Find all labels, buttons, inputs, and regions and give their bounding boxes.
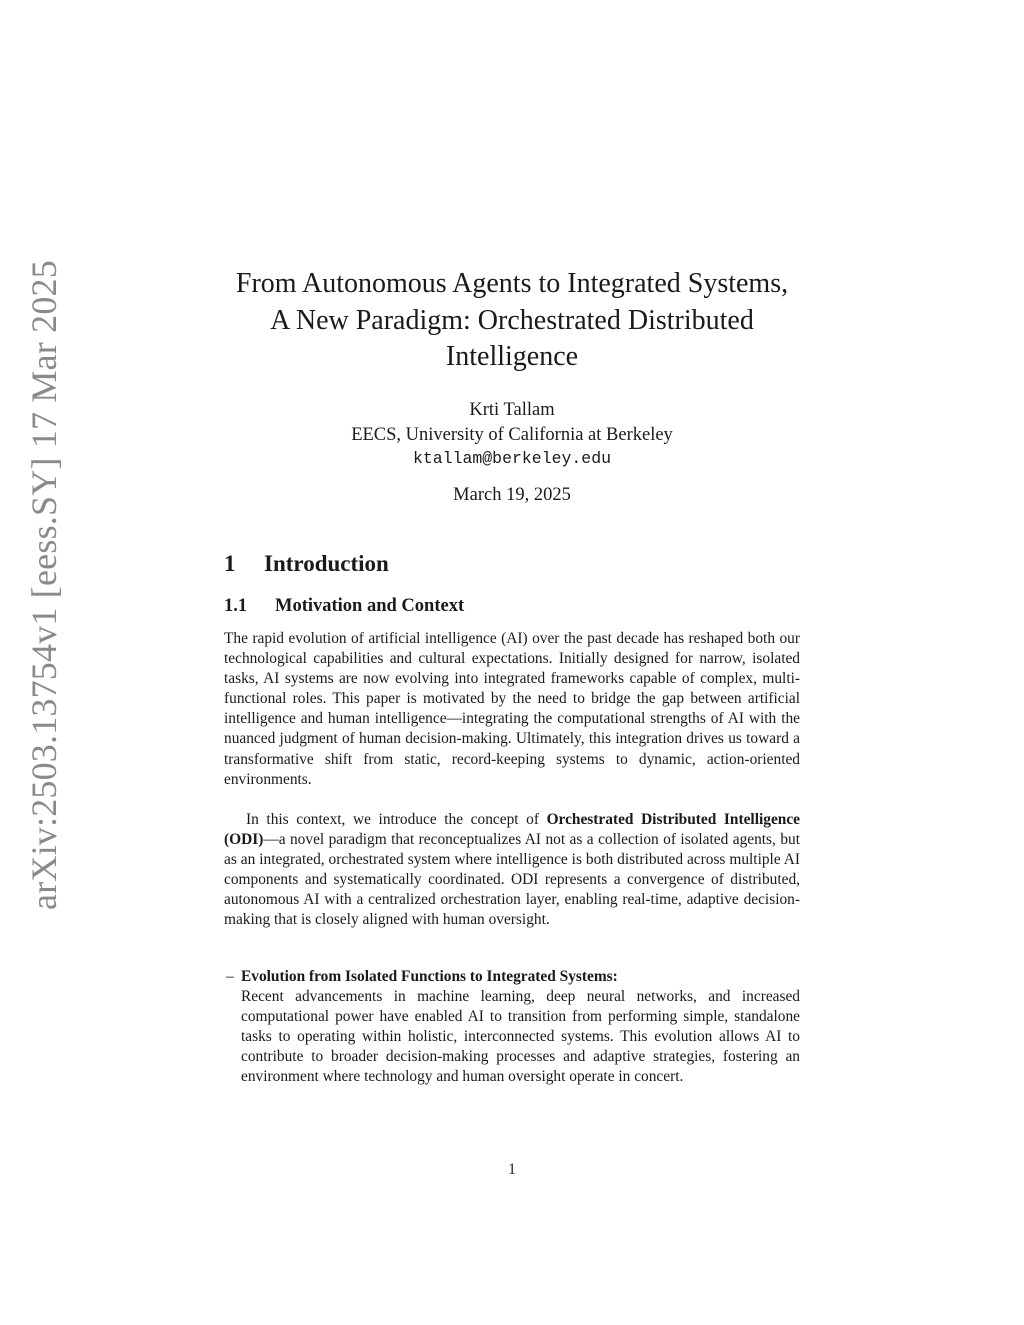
author-email: ktallam@berkeley.edu [412,449,612,468]
paragraph-odi-intro-rest: —a novel paradigm that reconceptualizes AI not as a collection of isolated agents, but as an integrated, orchestrated system where intelligence is both distributed across multiple AI components and systematically coordinated. ODI represents a convergence of distributed, autonomous AI with a centralized orchestration layer, enabling real-time, adaptive decision-making that is closely aligned with human oversight. [224,831,800,929]
subsection-heading [224,596,464,617]
section-title: Introduction [264,551,389,576]
title-line-3: Intelligence [445,341,579,372]
author-affiliation: EECS, University of California at Berkeley [351,424,673,445]
page-number: 1 [508,1161,516,1178]
paragraph-odi-intro-lead: In this context, we introduce the concept of [246,811,547,828]
author-name: Krti Tallam [469,400,555,420]
bullet-content [241,967,800,1088]
paragraph-odi-intro [224,810,800,931]
bullet-dash: – [226,968,234,985]
subsection-title: Motivation and Context [275,596,465,616]
paper-date: March 19, 2025 [453,485,571,505]
bullet-title: Evolution from Isolated Functions to Integrated Systems: [241,968,618,985]
subsection-number: 1.1 [224,596,248,616]
title-line-2: A New Paradigm: Orchestrated Distributed [270,304,754,336]
author-block [224,398,800,472]
title-line-1: From Autonomous Agents to Integrated Systems, [235,268,789,299]
bullet-item [224,967,800,1088]
section-number: 1 [224,551,236,576]
paragraph-motivation: The rapid evolution of artificial intelligence (AI) over the past decade has reshaped both our technological capabilities and cultural expectations. Initially designed for narrow, isolated tasks, AI systems are now evolving into integrated frameworks capable of complex, multi-functional roles. This paper is motivated by the need to bridge the gap between artificial intelligence and human intelligence—integrating the computational strengths of AI with the nuanced judgment of human decision-making. Ultimately, this integration drives us toward a transformative shift from static, record-keeping systems to dynamic, action-oriented environments. [224,630,800,788]
odi-term: Orchestrated Distributed Intelligence (ODI) [224,811,800,849]
bullet-text: Recent advancements in machine learning, deep neural networks, and increased computational power have enabled AI to transition from performing simple, standalone tasks to operating within holistic, interconnected systems. This evolution allows AI to contribute to broader decision-making processes and adaptive strategies, fostering an environment where technology and human oversight operate in concert. [241,988,800,1086]
section-heading [224,551,389,577]
arxiv-identifier-text: arXiv:2503.13754v1 [eess.SY] 17 Mar 2025 [24,260,64,910]
paper-title [224,266,800,376]
